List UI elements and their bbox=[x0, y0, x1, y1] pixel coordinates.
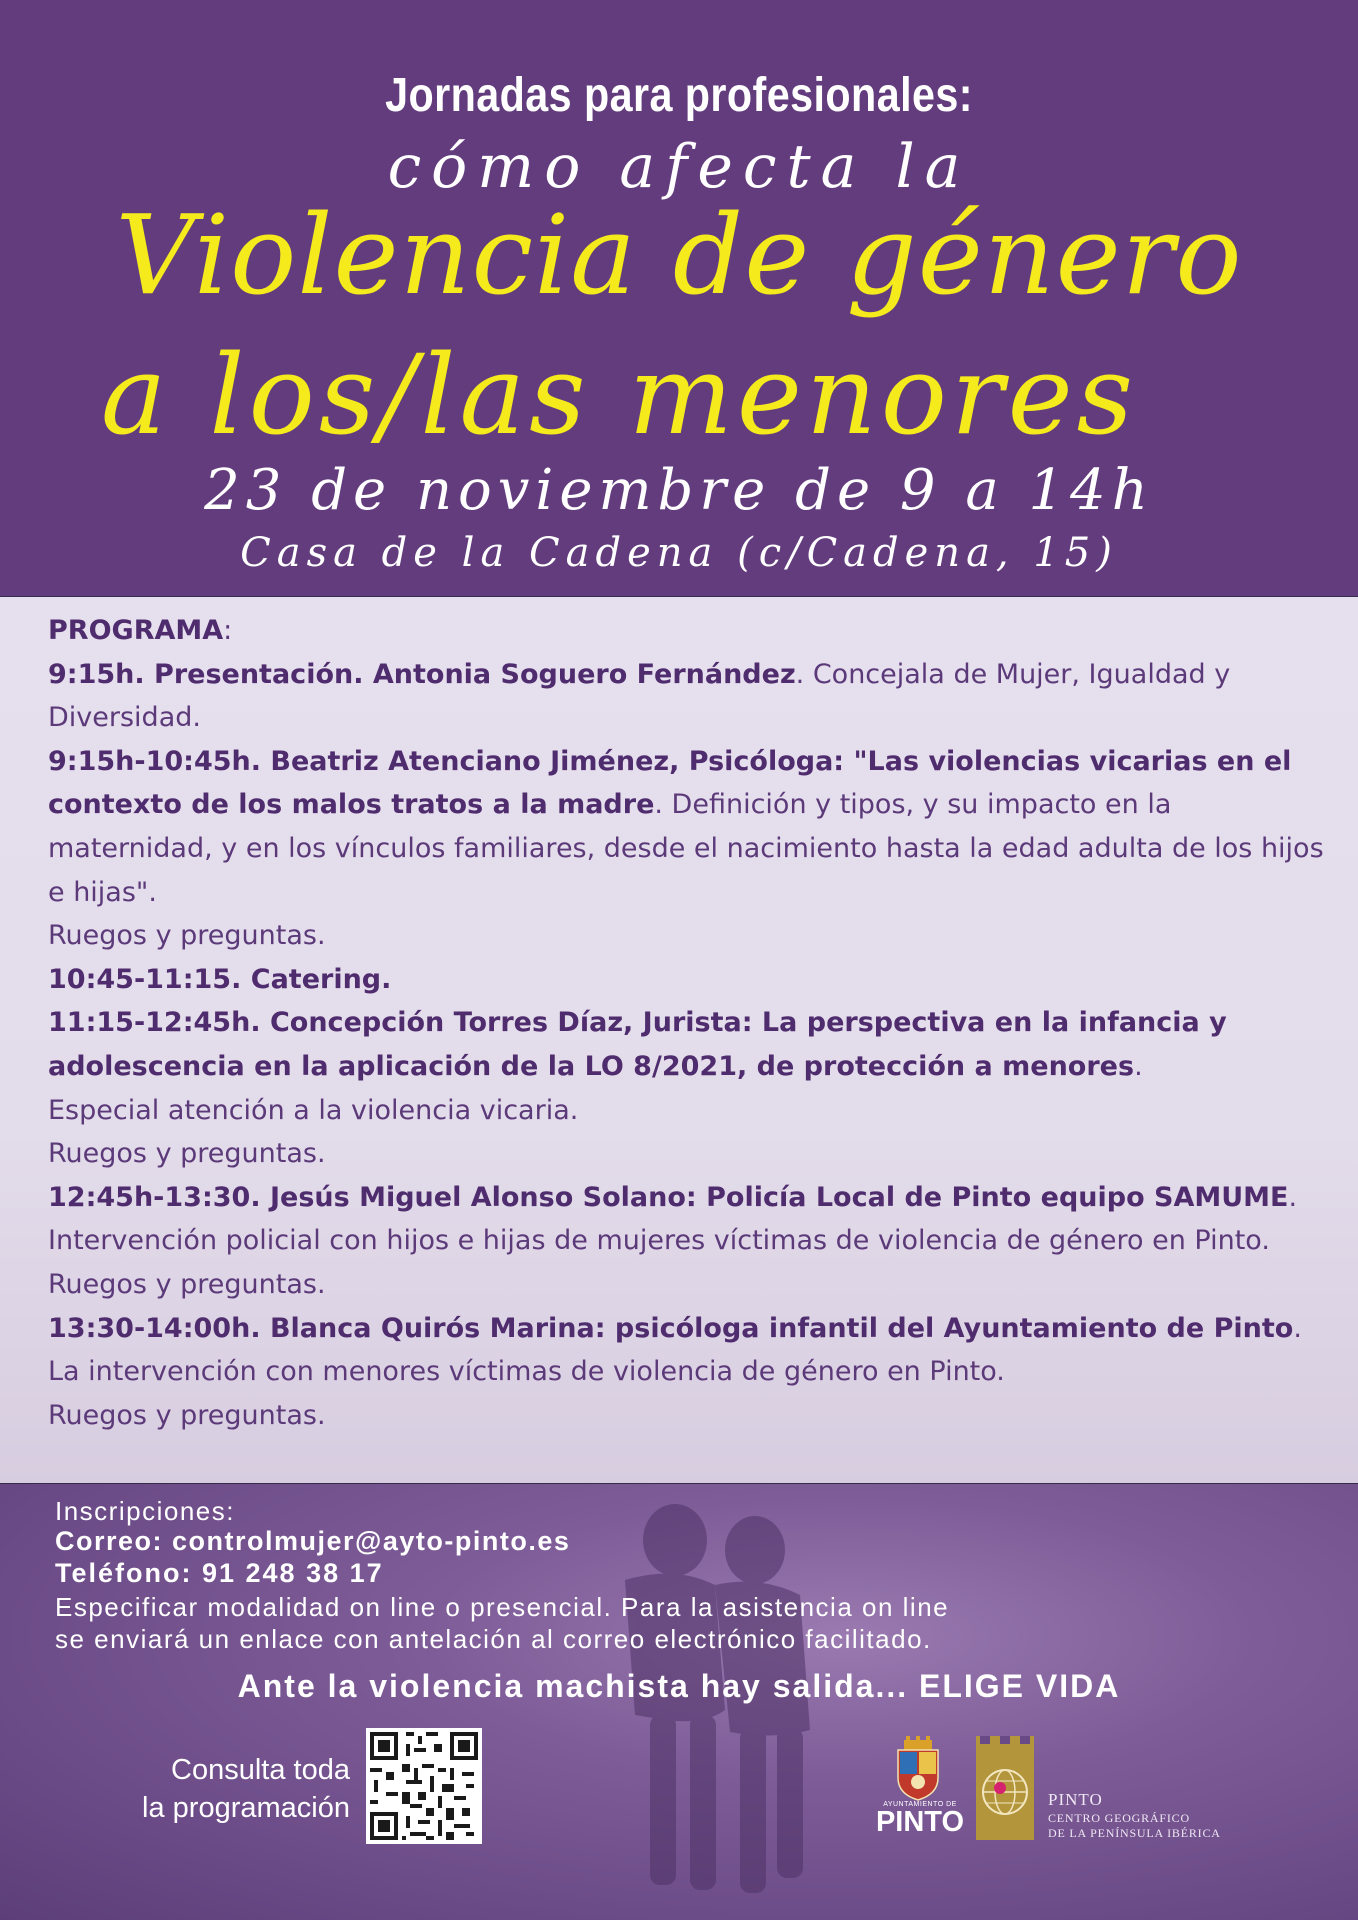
ayuntamiento-name: PINTO bbox=[875, 1806, 965, 1838]
program-item: 12:45h-13:30. Jesús Miguel Alonso Solano: Policía Local de Pinto equipo SAMUME. Intervención policial con hijos e hijas de mujeres víctimas de violencia de género en Pinto. bbox=[48, 1181, 1298, 1257]
inscripciones-label: Inscripciones: bbox=[55, 1496, 235, 1526]
program-item: Ruegos y preguntas. bbox=[48, 1138, 326, 1170]
program-item: 11:15-12:45h. Concepción Torres Díaz, Jurista: La perspectiva en la infancia y adolescencia en la aplicación de la LO 8/2021, de protección a menores. bbox=[48, 1007, 1227, 1082]
centro-geografico-tower-logo-icon bbox=[974, 1736, 1036, 1840]
program-item: 13:30-14:00h. Blanca Quirós Marina: psicóloga infantil del Ayuntamiento de Pinto. La intervención con menores víctimas de violencia de género en Pinto. bbox=[48, 1312, 1302, 1388]
program-item: Ruegos y preguntas. bbox=[48, 1399, 326, 1431]
program-list bbox=[48, 609, 1328, 1437]
inscripciones-phone: Teléfono: 91 248 38 17 bbox=[55, 1558, 384, 1588]
title-como-afecta: cómo afecta la bbox=[387, 132, 971, 202]
header-band bbox=[0, 0, 1358, 596]
inscripciones-note: Especificar modalidad on line o presencial. Para la asistencia on line bbox=[55, 1592, 950, 1622]
consulta-label: la programación bbox=[142, 1792, 350, 1824]
program-item: Ruegos y preguntas. bbox=[48, 920, 326, 952]
inscripciones-note: se enviará un enlace con antelación al correo electrónico facilitado. bbox=[55, 1624, 932, 1654]
program-item: 9:15h-10:45h. Beatriz Atenciano Jiménez, Psicóloga: "Las violencias vicarias en el contexto de los malos tratos a la madre. Definición y tipos, y su impacto en la maternidad, y en los vínculos familiares, desde el nacimiento hasta la edad adulta de los hijos e hijas". bbox=[48, 745, 1324, 908]
centro-geografico-subtitle: DE LA PENÍNSULA IBÉRICA bbox=[1048, 1826, 1221, 1840]
qr-code-icon[interactable] bbox=[366, 1728, 482, 1844]
centro-geografico-subtitle: CENTRO GEOGRÁFICO bbox=[1048, 1811, 1190, 1825]
slogan: Ante la violencia machista hay salida... ELIGE VIDA bbox=[237, 1668, 1121, 1704]
program-item: Especial atención a la violencia vicaria. bbox=[48, 1094, 579, 1126]
title-menores: a los/las menores bbox=[100, 331, 1138, 459]
inscripciones-email[interactable]: Correo: controlmujer@ayto-pinto.es bbox=[55, 1526, 571, 1556]
program-item: Ruegos y preguntas. bbox=[48, 1268, 326, 1300]
ayuntamiento-label: AYUNTAMIENTO DE bbox=[883, 1801, 957, 1808]
program-item: 10:45-11:15. Catering. bbox=[48, 963, 392, 995]
event-place: Casa de la Cadena (c/Cadena, 15) bbox=[240, 530, 1118, 576]
title-jornadas: Jornadas para profesionales: bbox=[385, 69, 973, 122]
event-date: 23 de noviembre de 9 a 14h bbox=[204, 458, 1154, 523]
consulta-label: Consulta toda bbox=[171, 1754, 350, 1786]
program-heading: PROGRAMA: bbox=[48, 615, 233, 646]
title-violencia: Violencia de género bbox=[115, 191, 1243, 319]
program-item: 9:15h. Presentación. Antonia Soguero Fernández. Concejala de Mujer, Igualdad y Diversidad. bbox=[48, 658, 1231, 734]
program-section bbox=[0, 596, 1358, 1484]
centro-geografico-title: PINTO bbox=[1048, 1790, 1103, 1809]
